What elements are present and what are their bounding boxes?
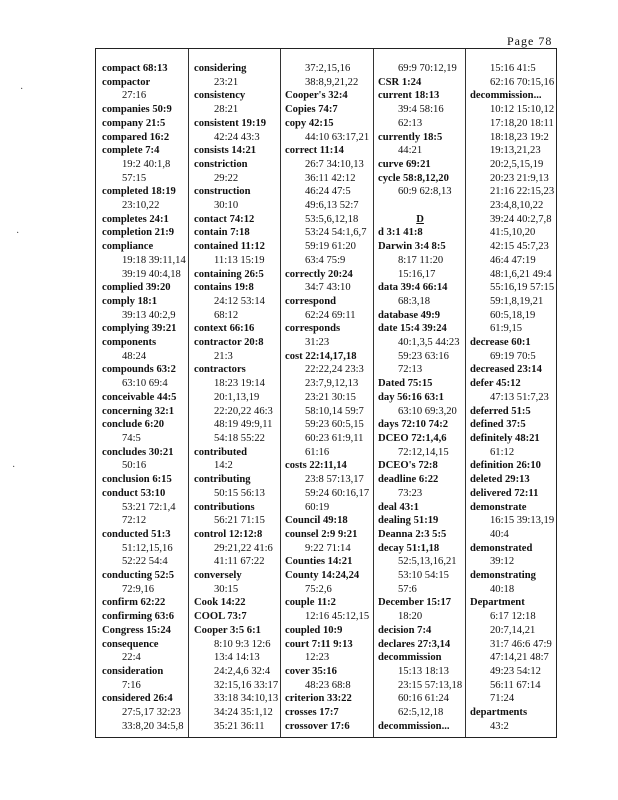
index-reference: 52:5,13,16,21 bbox=[398, 556, 457, 568]
index-reference: 29:22 bbox=[214, 172, 239, 184]
index-reference: 39:4 58:16 bbox=[398, 104, 444, 116]
index-reference: 22:4 bbox=[122, 652, 141, 664]
index-reference: 58:10,14 59:7 bbox=[305, 405, 364, 417]
index-term: Council 49:18 bbox=[285, 515, 348, 527]
index-term: court 7:11 9:13 bbox=[285, 638, 353, 650]
index-reference: 74:5 bbox=[122, 432, 141, 444]
index-reference: 23:7,9,12,13 bbox=[305, 378, 359, 390]
index-term: compliance bbox=[102, 241, 154, 253]
index-reference: 57:6 bbox=[398, 583, 417, 595]
index-reference: 21:3 bbox=[214, 350, 233, 362]
index-term: consequence bbox=[102, 638, 159, 650]
index-term: Department bbox=[470, 597, 525, 609]
index-reference: 20:7,14,21 bbox=[490, 624, 536, 636]
margin-mark: · bbox=[16, 228, 20, 239]
index-reference: 73:23 bbox=[398, 487, 423, 499]
index-term: decommission bbox=[378, 652, 442, 664]
index-term: DCEO's 72:8 bbox=[378, 460, 438, 472]
index-term: days 72:10 74:2 bbox=[378, 419, 449, 431]
index-reference: 33:18 34:10,13 bbox=[214, 693, 279, 705]
index-term: compact 68:13 bbox=[102, 63, 168, 74]
index-reference: 39:13 40:2,9 bbox=[122, 309, 176, 321]
index-reference: 18:18,23 19:2 bbox=[490, 131, 549, 143]
index-term: components bbox=[102, 337, 157, 349]
index-reference: 72:9,16 bbox=[122, 583, 155, 595]
index-reference: 47:14,21 48:7 bbox=[490, 652, 549, 664]
index-term: comply 18:1 bbox=[102, 295, 158, 307]
index-reference: 39:12 bbox=[490, 556, 515, 568]
index-reference: 27:16 bbox=[122, 90, 147, 102]
index-reference: 51:12,15,16 bbox=[122, 542, 173, 554]
index-term: consideration bbox=[102, 665, 164, 677]
index-reference: 38:8,9,21,22 bbox=[305, 76, 359, 88]
index-term: context 66:16 bbox=[194, 323, 255, 335]
index-term: contain 7:18 bbox=[194, 227, 250, 239]
index-reference: 13:4 14:13 bbox=[214, 652, 260, 664]
index-reference: 60:5,18,19 bbox=[490, 309, 536, 321]
index-reference: 7:16 bbox=[122, 679, 141, 691]
index-term: demonstrate bbox=[470, 501, 527, 513]
index-reference: 40:18 bbox=[490, 583, 515, 595]
index-reference: 23:21 bbox=[214, 76, 239, 88]
index-reference: 44:10 63:17,21 bbox=[305, 131, 370, 143]
index-reference: 63:10 69:4 bbox=[122, 378, 168, 390]
index-column-5 bbox=[470, 62, 554, 733]
index-term: contains 19:8 bbox=[194, 282, 254, 294]
index-term: concerning 32:1 bbox=[102, 405, 175, 417]
index-reference: 53:5,6,12,18 bbox=[305, 213, 359, 225]
index-term: decision 7:4 bbox=[378, 624, 432, 636]
index-term: conduct 53:10 bbox=[102, 487, 166, 499]
index-term: declares 27:3,14 bbox=[378, 638, 451, 650]
index-column-2 bbox=[194, 62, 278, 733]
index-term: compared 16:2 bbox=[102, 131, 170, 143]
index-reference: 37:2,15,16 bbox=[305, 63, 351, 74]
index-reference: 23:8 57:13,17 bbox=[305, 474, 364, 486]
index-term: company 21:5 bbox=[102, 117, 166, 129]
index-term: currently 18:5 bbox=[378, 131, 443, 143]
index-reference: 47:13 51:7,23 bbox=[490, 391, 549, 403]
index-reference: 59:19 61:20 bbox=[305, 241, 356, 253]
index-reference: 48:23 68:8 bbox=[305, 679, 351, 691]
index-term: Counties 14:21 bbox=[285, 556, 353, 568]
index-reference: 19:13,21,23 bbox=[490, 145, 541, 157]
index-reference: 60:9 62:8,13 bbox=[398, 186, 452, 198]
index-reference: 49:23 54:12 bbox=[490, 665, 541, 677]
index-term: contractor 20:8 bbox=[194, 337, 264, 349]
index-reference: 72:12 bbox=[122, 515, 147, 527]
index-reference: 24:2,4,6 32:4 bbox=[214, 665, 271, 677]
index-reference: 41:5,10,20 bbox=[490, 227, 536, 239]
index-term: counsel 2:9 9:21 bbox=[285, 528, 358, 540]
index-term: decommission... bbox=[470, 90, 542, 102]
index-term: conducting 52:5 bbox=[102, 570, 175, 582]
index-reference: 60:19 bbox=[305, 501, 330, 513]
index-reference: 20:1,13,19 bbox=[214, 391, 260, 403]
index-term: constriction bbox=[194, 158, 248, 170]
index-reference: 62:24 69:11 bbox=[305, 309, 356, 321]
index-reference: 17:18,20 18:11 bbox=[490, 117, 554, 129]
index-reference: 71:24 bbox=[490, 693, 515, 705]
index-reference: 48:19 49:9,11 bbox=[214, 419, 273, 431]
index-term: Deanna 2:3 5:5 bbox=[378, 528, 447, 540]
index-reference: 32:15,16 33:17 bbox=[214, 679, 279, 691]
index-reference: 12:16 45:12,15 bbox=[305, 611, 370, 623]
index-reference: 23:10,22 bbox=[122, 200, 160, 212]
index-term: CSR 1:24 bbox=[378, 76, 422, 88]
index-term: consists 14:21 bbox=[194, 145, 257, 157]
index-term: contributions bbox=[194, 501, 255, 513]
index-term: conceivable 44:5 bbox=[102, 391, 177, 403]
index-reference: 20:23 21:9,13 bbox=[490, 172, 549, 184]
index-reference: 23:4,8,10,22 bbox=[490, 200, 544, 212]
index-reference: 60:23 61:9,11 bbox=[305, 432, 364, 444]
column-divider bbox=[373, 49, 374, 737]
index-term: containing 26:5 bbox=[194, 268, 264, 280]
index-term: Congress 15:24 bbox=[102, 624, 171, 636]
index-reference: 18:23 19:14 bbox=[214, 378, 265, 390]
index-reference: 6:17 12:18 bbox=[490, 611, 536, 623]
index-term: decommission... bbox=[378, 720, 450, 732]
index-reference: 63:4 75:9 bbox=[305, 254, 346, 266]
index-reference: 9:22 71:14 bbox=[305, 542, 351, 554]
index-reference: 69:9 70:12,19 bbox=[398, 63, 457, 74]
index-reference: 42:15 45:7,23 bbox=[490, 241, 549, 253]
index-reference: 20:2,5,15,19 bbox=[490, 158, 544, 170]
index-reference: 19:2 40:1,8 bbox=[122, 158, 171, 170]
index-term: definition 26:10 bbox=[470, 460, 541, 472]
index-term: defer 45:12 bbox=[470, 378, 521, 390]
index-term: corresponds bbox=[285, 323, 341, 335]
index-term: consistent 19:19 bbox=[194, 117, 267, 129]
index-reference: 36:11 42:12 bbox=[305, 172, 356, 184]
index-reference: 34:24 35:1,12 bbox=[214, 707, 273, 719]
index-term: conclude 6:20 bbox=[102, 419, 165, 431]
index-reference: 22:20,22 46:3 bbox=[214, 405, 273, 417]
index-reference: 48:1,6,21 49:4 bbox=[490, 268, 552, 280]
index-reference: 33:8,20 34:5,8 bbox=[122, 720, 184, 732]
index-reference: 62:5,12,18 bbox=[398, 707, 444, 719]
index-term: completion 21:9 bbox=[102, 227, 175, 239]
index-reference: 34:7 43:10 bbox=[305, 282, 351, 294]
index-term: Copies 74:7 bbox=[285, 104, 338, 116]
index-reference: 53:21 72:1,4 bbox=[122, 501, 176, 513]
index-term: cost 22:14,17,18 bbox=[285, 350, 357, 362]
index-term: completes 24:1 bbox=[102, 213, 169, 225]
index-reference: 52:22 54:4 bbox=[122, 556, 168, 568]
index-term: Cook 14:22 bbox=[194, 597, 246, 609]
index-term: data 39:4 66:14 bbox=[378, 282, 448, 294]
index-term: contained 11:12 bbox=[194, 241, 265, 253]
index-term: conclusion 6:15 bbox=[102, 474, 172, 486]
index-term: copy 42:15 bbox=[285, 117, 334, 129]
index-section-letter: D bbox=[416, 213, 424, 225]
page-number: Page 78 bbox=[507, 34, 553, 48]
index-term: Cooper's 32:4 bbox=[285, 90, 348, 102]
index-term: deleted 29:13 bbox=[470, 474, 530, 486]
index-reference: 60:16 61:24 bbox=[398, 693, 449, 705]
index-term: departments bbox=[470, 707, 528, 719]
index-reference: 40:1,3,5 44:23 bbox=[398, 337, 460, 349]
index-reference: 8:17 11:20 bbox=[398, 254, 444, 266]
index-term: coupled 10:9 bbox=[285, 624, 343, 636]
index-reference: 46:24 47:5 bbox=[305, 186, 351, 198]
index-term: curve 69:21 bbox=[378, 158, 431, 170]
index-reference: 63:10 69:3,20 bbox=[398, 405, 457, 417]
index-reference: 61:12 bbox=[490, 446, 515, 458]
index-term: conversely bbox=[194, 570, 242, 582]
index-term: deadline 6:22 bbox=[378, 474, 439, 486]
index-term: County 14:24,24 bbox=[285, 570, 360, 582]
index-term: Cooper 3:5 6:1 bbox=[194, 624, 261, 636]
index-reference: 22:22,24 23:3 bbox=[305, 364, 364, 376]
index-reference: 59:1,8,19,21 bbox=[490, 295, 544, 307]
index-term: demonstrated bbox=[470, 542, 533, 554]
index-term: d 3:1 41:8 bbox=[378, 227, 423, 239]
index-reference: 42:24 43:3 bbox=[214, 131, 260, 143]
index-reference: 41:11 67:22 bbox=[214, 556, 265, 568]
index-reference: 19:18 39:11,14 bbox=[122, 254, 186, 266]
index-reference: 59:23 63:16 bbox=[398, 350, 449, 362]
index-reference: 15:13 18:13 bbox=[398, 665, 449, 677]
index-reference: 44:21 bbox=[398, 145, 423, 157]
index-reference: 59:24 60:16,17 bbox=[305, 487, 370, 499]
index-reference: 8:10 9:3 12:6 bbox=[214, 638, 271, 650]
index-reference: 31:7 46:6 47:9 bbox=[490, 638, 552, 650]
index-reference: 56:11 67:14 bbox=[490, 679, 541, 691]
column-divider bbox=[188, 49, 189, 737]
index-term: contributing bbox=[194, 474, 251, 486]
index-reference: 59:23 60:5,15 bbox=[305, 419, 364, 431]
index-term: complied 39:20 bbox=[102, 282, 171, 294]
index-reference: 61:16 bbox=[305, 446, 330, 458]
index-term: defined 37:5 bbox=[470, 419, 526, 431]
index-column-3 bbox=[285, 62, 369, 733]
index-term: contributed bbox=[194, 446, 247, 458]
index-term: companies 50:9 bbox=[102, 104, 172, 116]
index-reference: 16:15 39:13,19 bbox=[490, 515, 555, 527]
index-reference: 30:15 bbox=[214, 583, 239, 595]
index-reference: 21:16 22:15,23 bbox=[490, 186, 555, 198]
index-reference: 10:12 15:10,12 bbox=[490, 104, 555, 116]
index-term: database 49:9 bbox=[378, 309, 441, 321]
index-reference: 68:3,18 bbox=[398, 295, 431, 307]
index-term: date 15:4 39:24 bbox=[378, 323, 447, 335]
index-term: compactor bbox=[102, 76, 151, 88]
index-reference: 24:12 53:14 bbox=[214, 295, 265, 307]
index-reference: 69:19 70:5 bbox=[490, 350, 536, 362]
index-term: December 15:17 bbox=[378, 597, 452, 609]
index-term: completed 18:19 bbox=[102, 186, 176, 198]
index-reference: 55:16,19 57:15 bbox=[490, 282, 555, 294]
index-term: costs 22:11,14 bbox=[285, 460, 347, 472]
index-term: decay 51:1,18 bbox=[378, 542, 440, 554]
index-term: consistency bbox=[194, 90, 246, 102]
index-term: Darwin 3:4 8:5 bbox=[378, 241, 446, 253]
index-term: concludes 30:21 bbox=[102, 446, 174, 458]
index-term: construction bbox=[194, 186, 251, 198]
index-term: control 12:12:8 bbox=[194, 528, 263, 540]
index-reference: 18:20 bbox=[398, 611, 423, 623]
index-reference: 72:13 bbox=[398, 364, 423, 376]
margin-mark: · bbox=[20, 84, 24, 95]
index-reference: 50:16 bbox=[122, 460, 147, 472]
index-term: day 56:16 63:1 bbox=[378, 391, 444, 403]
index-term: DCEO 72:1,4,6 bbox=[378, 432, 447, 444]
index-reference: 53:10 54:15 bbox=[398, 570, 449, 582]
index-term: current 18:13 bbox=[378, 90, 440, 102]
index-reference: 31:23 bbox=[305, 337, 330, 349]
index-term: complete 7:4 bbox=[102, 145, 160, 157]
index-reference: 50:15 56:13 bbox=[214, 487, 265, 499]
index-term: demonstrating bbox=[470, 570, 536, 582]
index-reference: 28:21 bbox=[214, 104, 239, 116]
word-index-frame bbox=[95, 48, 557, 738]
index-reference: 68:12 bbox=[214, 309, 239, 321]
index-column-1 bbox=[102, 62, 186, 733]
index-term: decrease 60:1 bbox=[470, 337, 531, 349]
index-reference: 39:24 40:2,7,8 bbox=[490, 213, 552, 225]
index-term: correspond bbox=[285, 295, 337, 307]
index-reference: 35:21 36:11 bbox=[214, 720, 265, 732]
index-term: deferred 51:5 bbox=[470, 405, 531, 417]
index-term: couple 11:2 bbox=[285, 597, 336, 609]
index-reference: 62:13 bbox=[398, 117, 423, 129]
index-reference: 27:5,17 32:23 bbox=[122, 707, 181, 719]
index-term: confirming 63:6 bbox=[102, 611, 175, 623]
index-reference: 54:18 55:22 bbox=[214, 432, 265, 444]
index-reference: 75:2,6 bbox=[305, 583, 332, 595]
index-term: delivered 72:11 bbox=[470, 487, 539, 499]
index-term: decreased 23:14 bbox=[470, 364, 542, 376]
index-term: considered 26:4 bbox=[102, 693, 173, 705]
index-reference: 15:16 41:5 bbox=[490, 63, 536, 74]
index-term: contractors bbox=[194, 364, 246, 376]
margin-mark: · bbox=[12, 462, 16, 473]
column-divider bbox=[280, 49, 281, 737]
index-reference: 15:16,17 bbox=[398, 268, 436, 280]
index-term: considering bbox=[194, 63, 247, 74]
index-term: confirm 62:22 bbox=[102, 597, 166, 609]
index-reference: 23:15 57:13,18 bbox=[398, 679, 463, 691]
index-term: criterion 33:22 bbox=[285, 693, 352, 705]
index-term: cover 35:16 bbox=[285, 665, 337, 677]
index-column-4 bbox=[378, 62, 462, 733]
index-reference: 62:16 70:15,16 bbox=[490, 76, 555, 88]
index-reference: 57:15 bbox=[122, 172, 147, 184]
index-term: correct 11:14 bbox=[285, 145, 344, 157]
index-reference: 48:24 bbox=[122, 350, 147, 362]
index-term: deal 43:1 bbox=[378, 501, 419, 513]
index-term: contact 74:12 bbox=[194, 213, 255, 225]
index-term: COOL 73:7 bbox=[194, 611, 247, 623]
index-term: crosses 17:7 bbox=[285, 707, 339, 719]
index-reference: 53:24 54:1,6,7 bbox=[305, 227, 367, 239]
index-term: correctly 20:24 bbox=[285, 268, 353, 280]
index-reference: 12:23 bbox=[305, 652, 330, 664]
index-reference: 46:4 47:19 bbox=[490, 254, 536, 266]
index-reference bbox=[378, 199, 462, 213]
index-reference: 40:4 bbox=[490, 528, 509, 540]
index-reference: 43:2 bbox=[490, 720, 509, 732]
index-reference: 14:2 bbox=[214, 460, 233, 472]
index-term: Dated 75:15 bbox=[378, 378, 433, 390]
index-reference: 72:12,14,15 bbox=[398, 446, 449, 458]
index-term: conducted 51:3 bbox=[102, 528, 171, 540]
index-reference: 61:9,15 bbox=[490, 323, 523, 335]
index-term: cycle 58:8,12,20 bbox=[378, 172, 449, 184]
index-reference: 29:21,22 41:6 bbox=[214, 542, 273, 554]
index-term: complying 39:21 bbox=[102, 323, 177, 335]
column-divider bbox=[465, 49, 466, 737]
index-reference: 30:10 bbox=[214, 200, 239, 212]
index-reference: 11:13 15:19 bbox=[214, 254, 265, 266]
index-reference: 23:21 30:15 bbox=[305, 391, 356, 403]
index-reference: 39:19 40:4,18 bbox=[122, 268, 181, 280]
index-reference: 49:6,13 52:7 bbox=[305, 200, 359, 212]
index-term: dealing 51:19 bbox=[378, 515, 439, 527]
index-term: crossover 17:6 bbox=[285, 720, 350, 732]
index-term: compounds 63:2 bbox=[102, 364, 176, 376]
index-reference: 56:21 71:15 bbox=[214, 515, 265, 527]
index-reference: 26:7 34:10,13 bbox=[305, 158, 364, 170]
index-term: definitely 48:21 bbox=[470, 432, 540, 444]
